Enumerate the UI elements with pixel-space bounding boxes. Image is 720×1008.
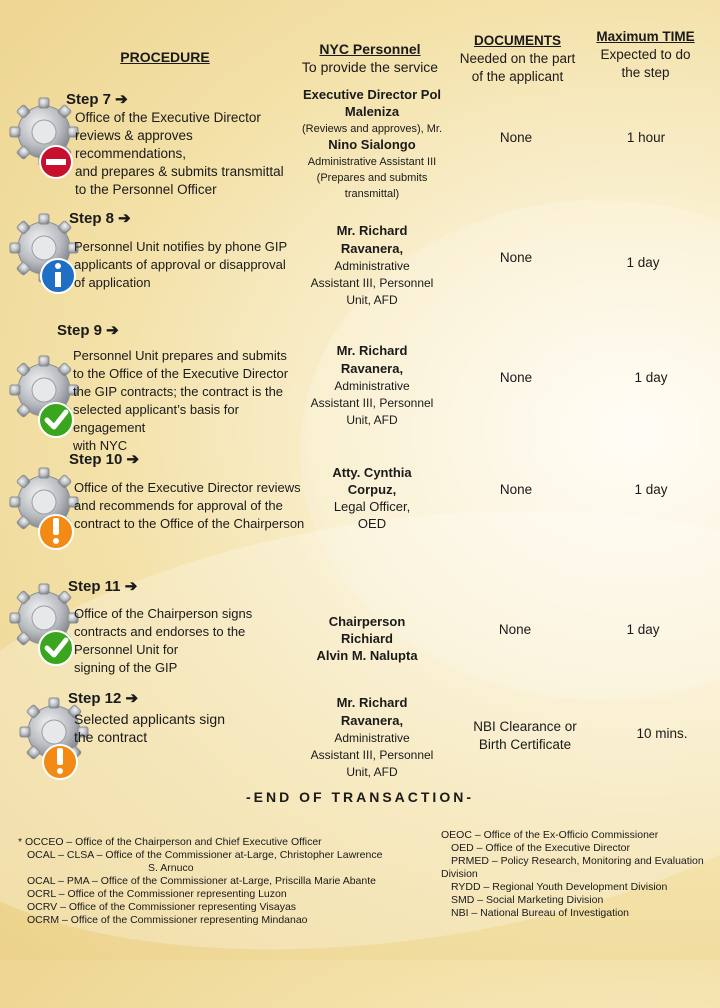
step-11-personnel [292, 613, 442, 664]
footnotes-right [441, 829, 704, 920]
procedure-header-label: PROCEDURE [120, 49, 210, 65]
personnel-role: Administrative [334, 379, 410, 393]
footnote-line: SMD – Social Marketing Division [451, 894, 604, 906]
step-11-time: 1 day [626, 622, 660, 637]
step-7-time: 1 hour [626, 130, 666, 145]
step-10-personnel [297, 464, 447, 532]
end-of-transaction: -END OF TRANSACTION- [246, 789, 474, 805]
footnote-line: RYDD – Regional Youth Development Division [451, 881, 668, 893]
step-12-desc-line: Selected applicants sign [74, 711, 225, 727]
step-11-description [74, 605, 294, 677]
personnel-name: Ravanera, [340, 361, 404, 376]
footnotes-left [18, 836, 382, 927]
step-8-time: 1 day [626, 255, 660, 270]
step-9-title: Step 9 ➔ [57, 322, 119, 339]
footnote-line: * OCCEO – Office of the Chairperson and Chief Executive Officer [18, 836, 322, 848]
step-8-desc-line: applicants of approval or disapproval [74, 257, 286, 272]
footnote-line: S. Arnuco [148, 862, 194, 874]
personnel-name: Mr. Richard [336, 343, 408, 358]
personnel-role: OED [357, 516, 387, 531]
step-9-desc-line: selected applicant’s basis for engagement [73, 402, 239, 435]
step-9-desc-line: to the Office of the Executive Director [73, 366, 289, 381]
step-10-description [74, 479, 309, 533]
step-9-desc-line: the GIP contracts; the contract is the [73, 384, 284, 399]
step-7-desc-line: reviews & approves [75, 128, 193, 143]
documents-header-sub2: of the applicant [471, 69, 564, 84]
personnel-role: Unit, AFD [346, 765, 398, 779]
gear-check-icon [6, 340, 82, 450]
step-8-personnel [297, 222, 447, 309]
personnel-header-sub: To provide the service [301, 59, 439, 75]
documents-header-sub1: Needed on the part [459, 51, 576, 66]
step-11-desc-line: Personnel Unit for [74, 642, 179, 657]
personnel-name: Ravanera, [340, 713, 404, 728]
step-7-desc-line: Office of the Executive Director [75, 110, 261, 125]
personnel-name: Maleniza [344, 104, 400, 119]
footnote-line: PRMED – Policy Research, Monitoring and Evaluation [451, 855, 704, 867]
personnel-name: Chairperson [328, 614, 406, 629]
step-9-description [73, 347, 308, 455]
step-12-title: Step 12 ➔ [68, 690, 139, 707]
personnel-header [295, 40, 445, 76]
step-11-desc-line: signing of the GIP [74, 660, 178, 675]
step-11-desc-line: contracts and endorses to the [74, 624, 246, 639]
personnel-name: Nino Sialongo [328, 137, 416, 152]
gear-warning-icon [6, 452, 82, 562]
personnel-role: transmittal) [344, 188, 400, 200]
step-8-description [74, 238, 294, 292]
personnel-role: (Reviews and approves), Mr. [302, 123, 442, 135]
step-8-documents: None [499, 250, 533, 265]
step-9-personnel [297, 342, 447, 429]
step-8-desc-line: of application [74, 275, 151, 290]
personnel-name: Corpuz, [347, 482, 397, 497]
step-12-description [74, 710, 294, 746]
step-11-documents: None [498, 622, 532, 637]
personnel-name: Alvin M. Nalupta [316, 648, 418, 663]
personnel-role: Administrative Assistant III [307, 156, 437, 168]
step-10-desc-line: and recommends for approval of the [74, 498, 283, 513]
personnel-name: Mr. Richard [336, 695, 408, 710]
footnote-line: OED – Office of the Executive Director [451, 842, 630, 854]
personnel-role: (Prepares and submits [316, 172, 428, 184]
personnel-role: Assistant III, Personnel [310, 276, 434, 290]
personnel-name: Ravanera, [340, 241, 404, 256]
step-7-documents: None [499, 130, 533, 145]
step-12-desc-line: the contract [74, 729, 148, 745]
time-header-title: Maximum TIME [596, 29, 695, 44]
footnote-line: OCRV – Office of the Commissioner representing Visayas [27, 901, 297, 913]
time-header-sub1: Expected to do [600, 47, 691, 62]
step-7-personnel [297, 87, 447, 202]
footnote-line: OCAL – CLSA – Office of the Commissioner at-Large, Christopher Lawrence [27, 849, 383, 861]
personnel-role: Unit, AFD [346, 413, 398, 427]
step-7-desc-line: to the Personnel Officer [75, 182, 217, 197]
step-7-description [75, 109, 295, 199]
footnote-line: OCRM – Office of the Commissioner representing Mindanao [27, 914, 308, 926]
step-8-title: Step 8 ➔ [69, 210, 131, 227]
procedure-header [100, 48, 230, 66]
step-7-desc-line: recommendations, [75, 146, 187, 161]
step-10-title: Step 10 ➔ [69, 451, 140, 468]
step-10-time: 1 day [634, 482, 668, 497]
footnote-line: OCAL – PMA – Office of the Commissioner at-Large, Priscilla Marie Abante [27, 875, 376, 887]
step-9-time: 1 day [634, 370, 668, 385]
personnel-role: Assistant III, Personnel [310, 396, 434, 410]
step-11-title: Step 11 ➔ [68, 578, 138, 595]
personnel-name: Richiard [340, 631, 393, 646]
time-header-sub2: the step [621, 65, 670, 80]
personnel-role: Administrative [334, 259, 410, 273]
personnel-header-title: NYC Personnel [319, 41, 421, 57]
footnote-line: Division [441, 868, 478, 880]
documents-header [455, 32, 580, 86]
footnote-line: NBI – National Bureau of Investigation [451, 907, 630, 919]
personnel-name: Mr. Richard [336, 223, 408, 238]
step-12-personnel [297, 694, 447, 781]
personnel-role: Administrative [334, 731, 410, 745]
footnote-line: OEOC – Office of the Ex-Officio Commissioner [441, 829, 659, 841]
step-12-time: 10 mins. [636, 726, 688, 741]
step-11-desc-line: Office of the Chairperson signs [74, 606, 253, 621]
personnel-role: Legal Officer, [333, 499, 411, 514]
personnel-role: Assistant III, Personnel [310, 748, 434, 762]
personnel-name: Atty. Cynthia [332, 465, 412, 480]
step-10-desc-line: contract to the Office of the Chairperson [74, 516, 305, 531]
step-10-desc-line: Office of the Executive Director reviews [74, 480, 301, 495]
step-10-documents: None [499, 482, 533, 497]
documents-header-title: DOCUMENTS [474, 33, 561, 48]
step-9-documents: None [499, 370, 533, 385]
step-9-desc-line: with NYC [73, 438, 128, 453]
personnel-role: Unit, AFD [346, 293, 398, 307]
personnel-name: Executive Director Pol [303, 87, 441, 102]
step-7-title: Step 7 ➔ [66, 91, 128, 108]
step-7-desc-line: and prepares & submits transmittal [75, 164, 284, 179]
step-9-desc-line: Personnel Unit prepares and submits [73, 348, 287, 363]
footnote-line: OCRL – Office of the Commissioner representing Luzon [27, 888, 287, 900]
step-12-documents: NBI Clearance or Birth Certificate [473, 719, 577, 752]
time-header [588, 28, 703, 82]
step-8-desc-line: Personnel Unit notifies by phone GIP [74, 239, 288, 254]
